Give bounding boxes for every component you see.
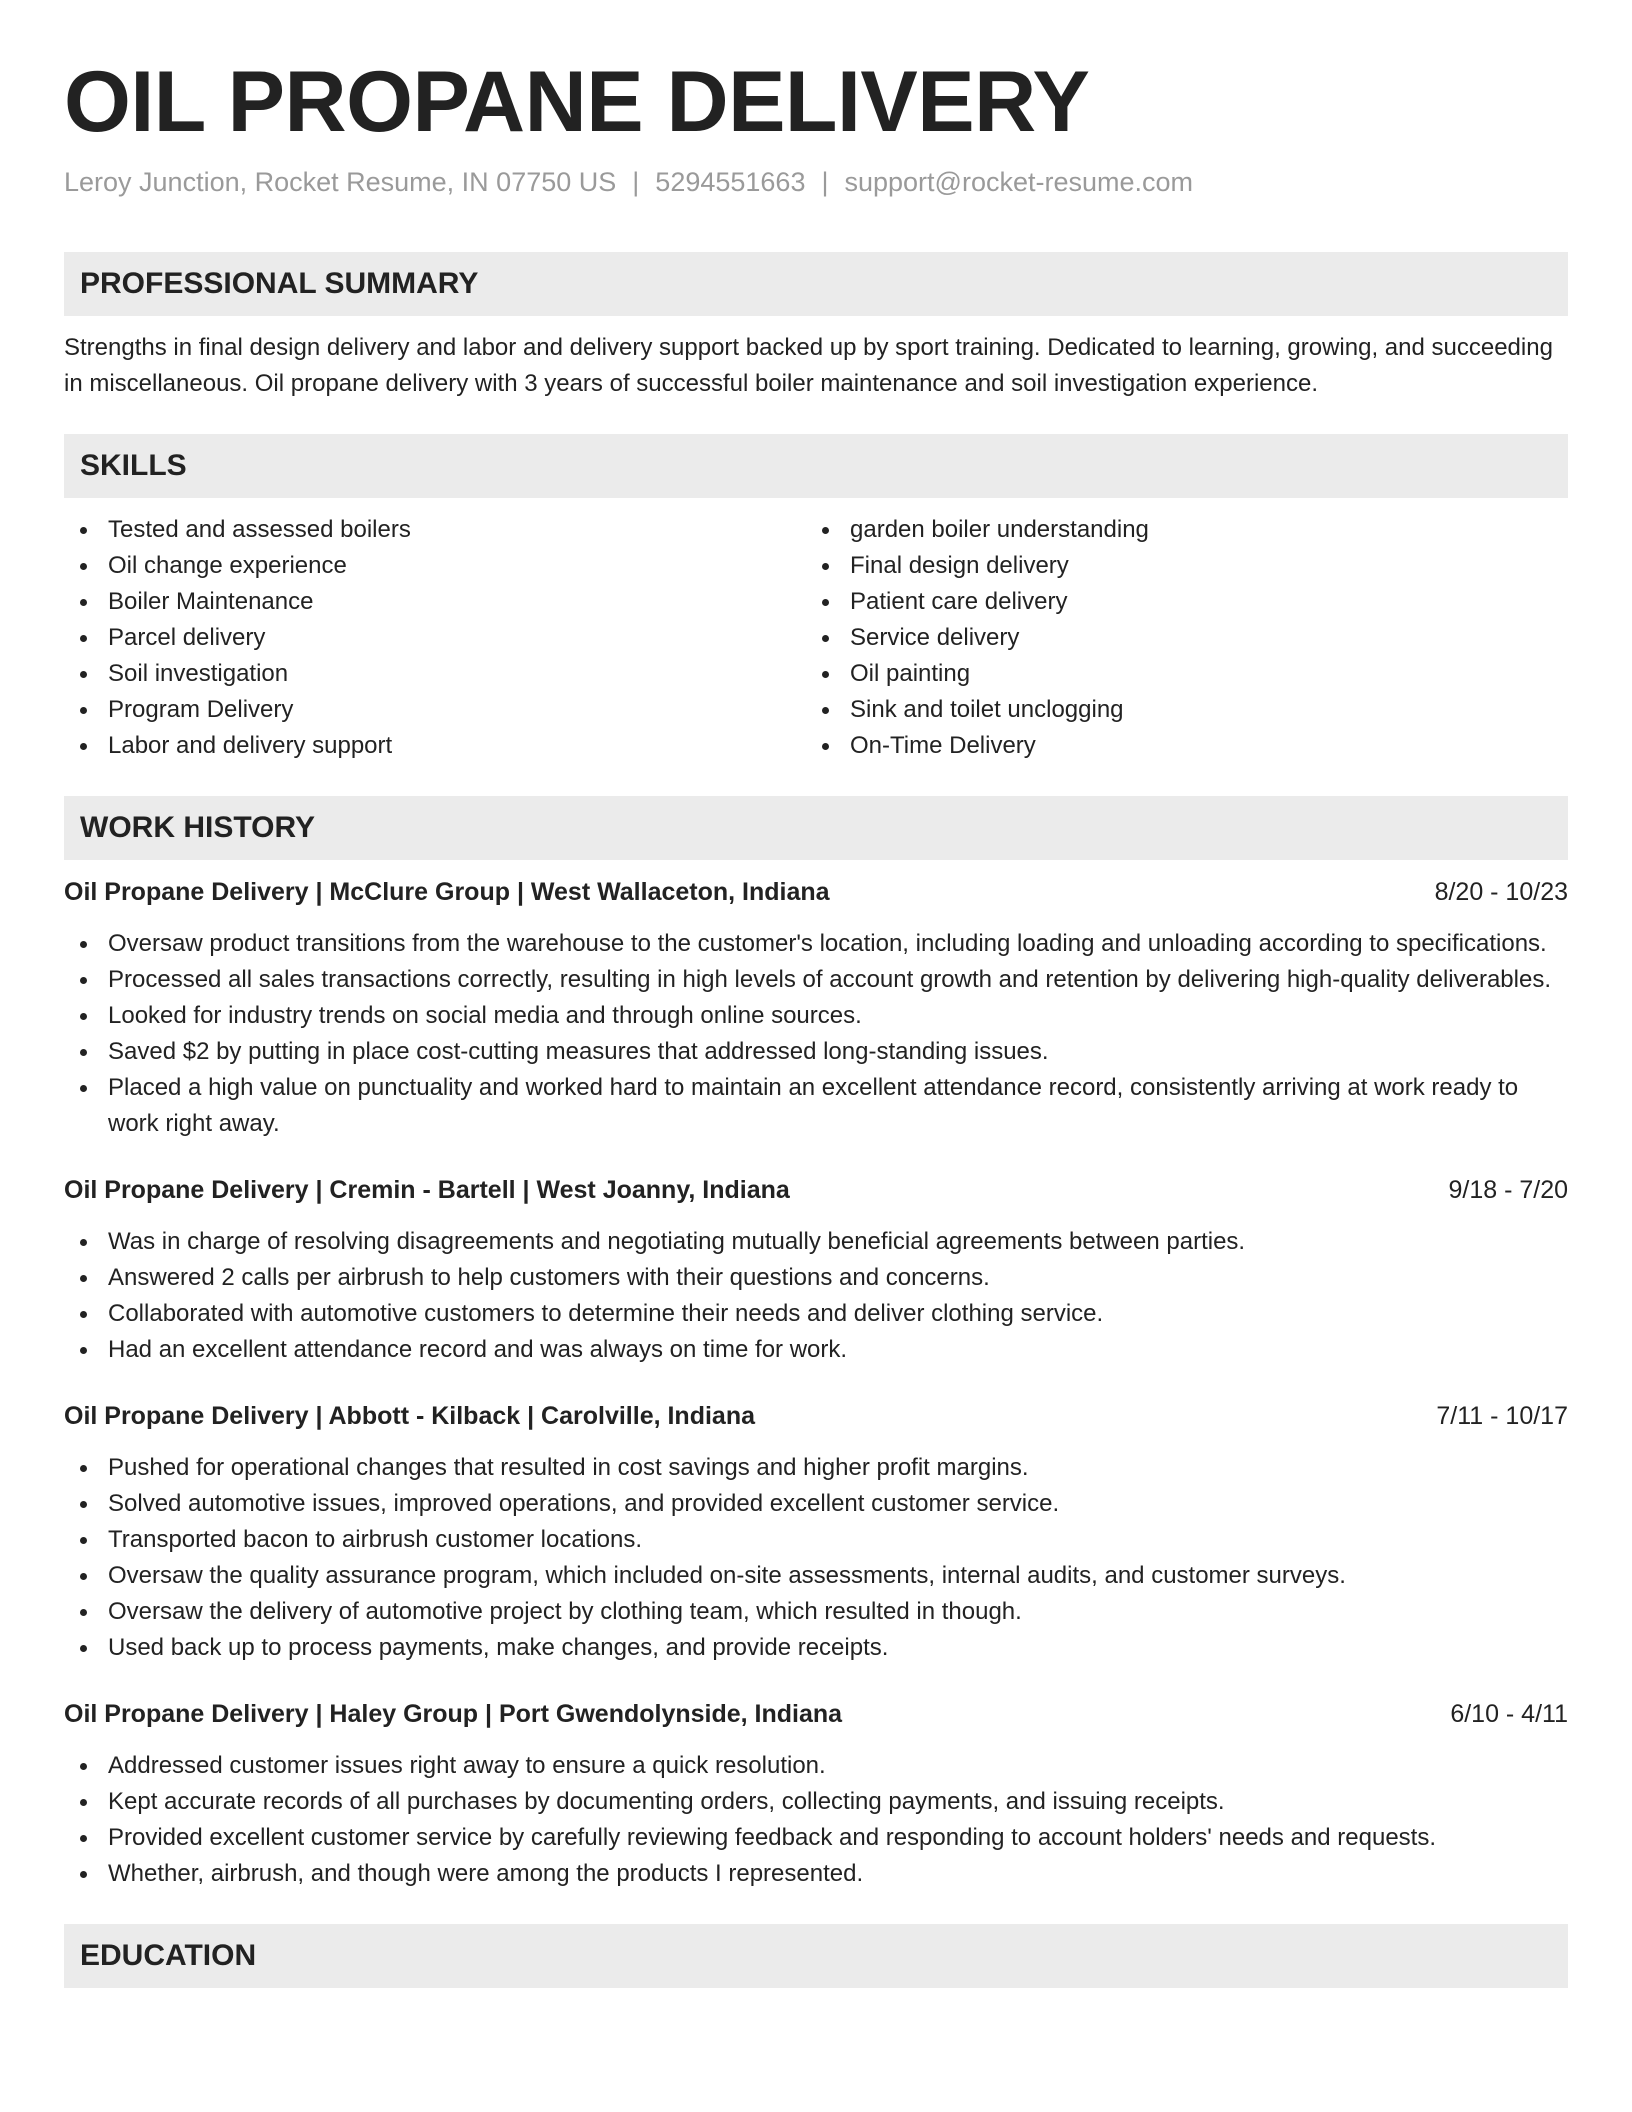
skill-item: Labor and delivery support <box>64 728 806 764</box>
job-bullet: Saved $2 by putting in place cost-cutting measures that addressed long-standing issues. <box>64 1034 1568 1070</box>
section-header-education: EDUCATION <box>64 1924 1568 1988</box>
skill-item: Oil change experience <box>64 548 806 584</box>
skill-item: On-Time Delivery <box>806 728 1548 764</box>
resume-page <box>64 0 1568 1988</box>
job-dates: 8/20 - 10/23 <box>1434 878 1568 906</box>
job-bullet: Oversaw the quality assurance program, which included on-site assessments, internal audits, and customer surveys. <box>64 1558 1568 1594</box>
job-bullet: Addressed customer issues right away to ensure a quick resolution. <box>64 1748 1568 1784</box>
job-dates: 6/10 - 4/11 <box>1450 1700 1568 1728</box>
skill-item: Sink and toilet unclogging <box>806 692 1548 728</box>
job-bullet: Collaborated with automotive customers to determine their needs and deliver clothing service. <box>64 1296 1568 1332</box>
job-bullet: Provided excellent customer service by carefully reviewing feedback and responding to account holders' needs and requests. <box>64 1820 1568 1856</box>
section-header-work-history: WORK HISTORY <box>64 796 1568 860</box>
contact-separator: | <box>821 167 829 197</box>
job-bullet: Was in charge of resolving disagreements and negotiating mutually beneficial agreements between parties. <box>64 1224 1568 1260</box>
job-bullet: Looked for industry trends on social media and through online sources. <box>64 998 1568 1034</box>
section-header-skills: SKILLS <box>64 434 1568 498</box>
job-bullet: Used back up to process payments, make changes, and provide receipts. <box>64 1630 1568 1666</box>
job-bullet: Transported bacon to airbrush customer locations. <box>64 1522 1568 1558</box>
job-bullet: Processed all sales transactions correctly, resulting in high levels of account growth and retention by delivering high-quality deliverables. <box>64 962 1568 998</box>
skill-item: Patient care delivery <box>806 584 1548 620</box>
job-bullets <box>64 926 1568 1142</box>
contact-separator: | <box>632 167 640 197</box>
skill-item: garden boiler understanding <box>806 512 1548 548</box>
job-title: Oil Propane Delivery | McClure Group | West Wallaceton, Indiana <box>64 878 830 906</box>
summary-text: Strengths in final design delivery and labor and delivery support backed up by sport training. Dedicated to learning, growing, and succeeding in miscellaneous. Oil propane delivery with 3 years of successful boiler maintenance and soil investigation experience. <box>64 334 1553 397</box>
job-entry <box>64 1696 1568 1892</box>
contact-email: support@rocket-resume.com <box>844 167 1194 197</box>
job-entry <box>64 1172 1568 1368</box>
skill-item: Soil investigation <box>64 656 806 692</box>
section-header-summary: PROFESSIONAL SUMMARY <box>64 252 1568 316</box>
skills-column-right <box>806 512 1548 764</box>
job-header <box>64 1172 1568 1208</box>
skill-item: Program Delivery <box>64 692 806 728</box>
job-title: Oil Propane Delivery | Haley Group | Port Gwendolynside, Indiana <box>64 1700 843 1728</box>
job-header <box>64 874 1568 910</box>
job-bullets <box>64 1224 1568 1368</box>
skills-list <box>64 512 1568 764</box>
job-bullet: Kept accurate records of all purchases by documenting orders, collecting payments, and issuing receipts. <box>64 1784 1568 1820</box>
job-bullet: Pushed for operational changes that resulted in cost savings and higher profit margins. <box>64 1450 1568 1486</box>
job-dates: 7/11 - 10/17 <box>1436 1402 1568 1430</box>
job-title: Oil Propane Delivery | Cremin - Bartell | West Joanny, Indiana <box>64 1176 790 1204</box>
skills-column-left <box>64 512 806 764</box>
job-bullets <box>64 1748 1568 1892</box>
contact-phone: 5294551663 <box>655 167 806 197</box>
job-entry <box>64 1398 1568 1666</box>
job-bullet: Oversaw the delivery of automotive project by clothing team, which resulted in though. <box>64 1594 1568 1630</box>
job-bullet: Whether, airbrush, and though were among the products I represented. <box>64 1856 1568 1892</box>
job-bullet: Solved automotive issues, improved operations, and provided excellent customer service. <box>64 1486 1568 1522</box>
job-entry <box>64 874 1568 1142</box>
contact-line <box>64 164 1568 200</box>
skill-item: Boiler Maintenance <box>64 584 806 620</box>
job-bullet: Had an excellent attendance record and was always on time for work. <box>64 1332 1568 1368</box>
job-header <box>64 1696 1568 1732</box>
skill-item: Oil painting <box>806 656 1548 692</box>
job-bullet: Placed a high value on punctuality and worked hard to maintain an excellent attendance record, consistently arriving at work ready to work right away. <box>64 1070 1568 1142</box>
skill-item: Final design delivery <box>806 548 1548 584</box>
skill-item: Service delivery <box>806 620 1548 656</box>
job-bullet: Oversaw product transitions from the warehouse to the customer's location, including loading and unloading according to specifications. <box>64 926 1568 962</box>
job-dates: 9/18 - 7/20 <box>1448 1176 1568 1204</box>
job-title: Oil Propane Delivery | Abbott - Kilback | Carolville, Indiana <box>64 1402 756 1430</box>
job-header <box>64 1398 1568 1434</box>
job-bullets <box>64 1450 1568 1666</box>
resume-name: OIL PROPANE DELIVERY <box>64 54 1090 150</box>
skill-item: Tested and assessed boilers <box>64 512 806 548</box>
contact-address: Leroy Junction, Rocket Resume, IN 07750 US <box>64 167 617 197</box>
skill-item: Parcel delivery <box>64 620 806 656</box>
job-bullet: Answered 2 calls per airbrush to help customers with their questions and concerns. <box>64 1260 1568 1296</box>
